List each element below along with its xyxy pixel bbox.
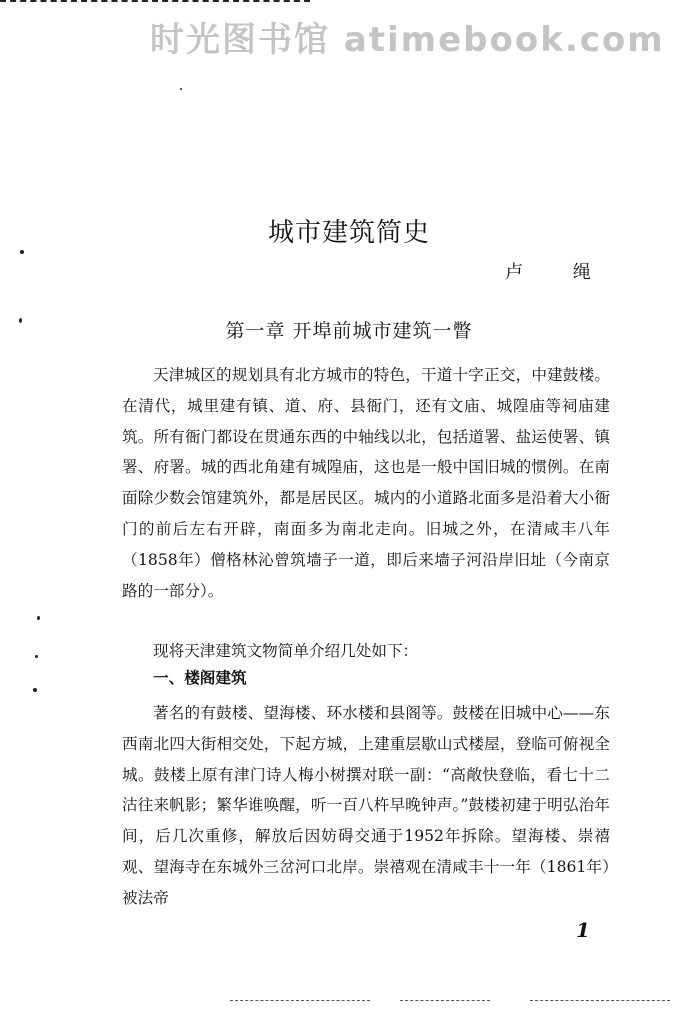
scan-speck	[35, 655, 38, 658]
scan-speck	[37, 616, 40, 620]
body-paragraph-1: 天津城区的规划具有北方城市的特色，干道十字正交，中建鼓楼。在清代，城里建有镇、道、府、县衙门，还有文庙、城隍庙等祠庙建筑。所有衙门都设在贯通东西的中轴线以北，包括道署、盐运使署、镇署、府署。城的西北角建有城隍庙，这也是一般中国旧城的惯例。在南面除少数会馆建筑外，都是居民区。城内的小道路北面多是沿着大小衙门的前后左右开辟，南面多为南北走向。旧城之外，在清咸丰八年（1858年）僧格林沁曾筑墙子一道，即后来墙子河沿岸旧址（今南京路的一部分）。	[122, 366, 610, 600]
scan-speck	[19, 318, 22, 323]
site-watermark: 时光图书馆 atimebook.com	[150, 20, 665, 60]
bottom-scan-line	[400, 1000, 490, 1001]
page-number: 1	[576, 918, 590, 942]
article-title: 城市建筑简史	[267, 218, 430, 248]
article-author: 卢 绳	[505, 262, 613, 283]
scan-speck	[20, 250, 24, 254]
chapter-title: 第一章 开埠前城市建筑一瞥	[225, 320, 473, 342]
scan-speck	[33, 688, 37, 692]
bottom-scan-line	[530, 1000, 670, 1001]
section-heading: 一、楼阁建筑	[153, 668, 247, 687]
body-paragraph-3: 著名的有鼓楼、望海楼、环水楼和县阁等。鼓楼在旧城中心——东西南北四大街相交处，下起方城，上建重层歇山式楼屋，登临可俯视全城。鼓楼上原有津门诗人梅小树撰对联一副：“高敞快登临，看七十二沽往来帆影；繁华谁唤醒，听一百八杵早晚钟声。”鼓楼初建于明弘治年间，后几次重修，解放后因妨碍交通于1952年拆除。望海楼、崇禧观、望海寺在东城外三岔河口北岸。崇禧观在清咸丰十一年（1861年）被法帝	[122, 704, 610, 907]
body-paragraph-2: 现将天津建筑文物简单介绍几处如下：	[153, 642, 419, 660]
scan-speck	[180, 88, 182, 90]
bottom-scan-line	[230, 1000, 370, 1001]
